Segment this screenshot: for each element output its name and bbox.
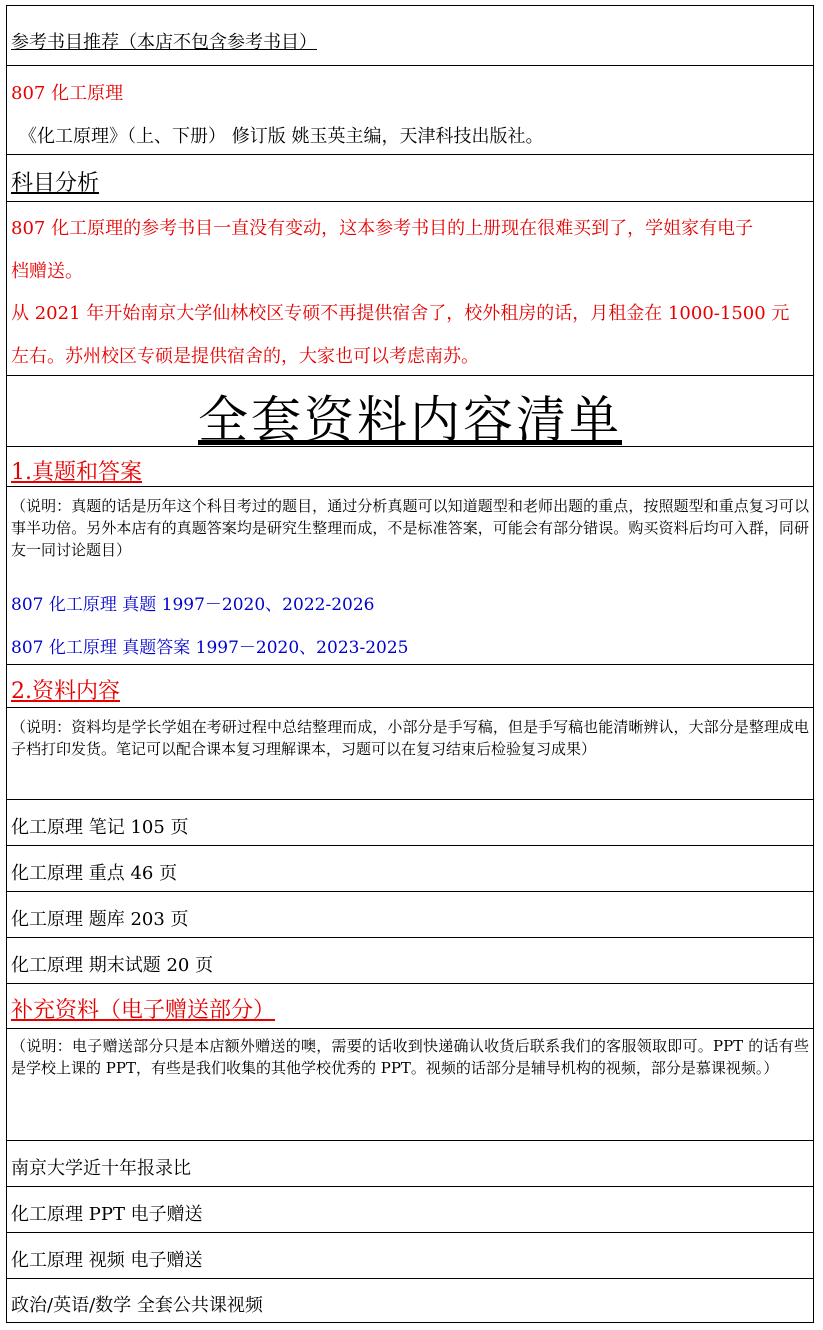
- analysis-row: [7, 202, 813, 376]
- section1-body-row: [7, 487, 813, 665]
- material-row: [7, 892, 813, 938]
- bonus-item: 政治/英语/数学 全套公共课视频: [11, 1295, 263, 1316]
- ref-books-row: [7, 66, 813, 155]
- section2-heading-row: [7, 665, 813, 708]
- analysis-header-row: [7, 155, 813, 202]
- section3-heading: 补充资料（电子赠送部分）: [11, 998, 276, 1023]
- document-sheet: [6, 5, 814, 1323]
- main-title-row: [7, 376, 813, 447]
- bonus-row: [7, 1187, 813, 1233]
- section3-note-row: [7, 1029, 813, 1141]
- ref-books-header: 参考书目推荐（本店不包含参考书目）: [11, 32, 317, 53]
- section1-heading: 1.真题和答案: [11, 460, 142, 485]
- analysis-line: 左右。苏州校区专硕是提供宿舍的，大家也可以考虑南苏。: [11, 346, 479, 367]
- material-item: 化工原理 笔记 105 页: [11, 817, 189, 838]
- section1-item: 807 化工原理 真题 1997－2020、2022-2026: [11, 595, 375, 615]
- section2-heading: 2.资料内容: [11, 679, 120, 704]
- material-row: [7, 846, 813, 892]
- section1-note: （说明：真题的话是历年这个科目考过的题目，通过分析真题可以知道题型和老师出题的重点，按照题型和重点复习可以事半功倍。另外本店有的真题答案均是研究生整理而成，不是标准答案，可能会有部分错误。购买资料后均可入群，同研友一同讨论题目）: [11, 497, 809, 559]
- ref-books-header-row: [7, 5, 813, 66]
- bonus-row: [7, 1279, 813, 1323]
- material-row: [7, 938, 813, 984]
- material-item: 化工原理 期末试题 20 页: [11, 955, 214, 976]
- main-title: 全套资料内容清单: [198, 391, 622, 449]
- analysis-header: 科目分析: [11, 171, 100, 196]
- section2-note: （说明：资料均是学长学姐在考研过程中总结整理而成，小部分是手写稿，但是手写稿也能清晰辨认，大部分是整理成电子档打印发货。笔记可以配合课本复习理解课本，习题可以在复习结束后检验复习成果）: [11, 718, 809, 758]
- bonus-item: 化工原理 视频 电子赠送: [11, 1250, 203, 1271]
- bonus-row: [7, 1233, 813, 1279]
- analysis-line: 档赠送。: [11, 261, 83, 282]
- material-item: 化工原理 重点 46 页: [11, 863, 178, 884]
- section3-heading-row: [7, 984, 813, 1029]
- section1-item: 807 化工原理 真题答案 1997－2020、2023-2025: [11, 638, 409, 658]
- analysis-line: 807 化工原理的参考书目一直没有变动，这本参考书目的上册现在很难买到了，学姐家有电子: [11, 218, 754, 239]
- ref-book-title: 《化工原理》（上、下册） 修订版 姚玉英主编，天津科技出版社。: [19, 126, 544, 147]
- bonus-item: 化工原理 PPT 电子赠送: [11, 1204, 203, 1225]
- section3-note: （说明：电子赠送部分只是本店额外赠送的噢，需要的话收到快递确认收货后联系我们的客服领取即可。PPT 的话有些是学校上课的 PPT，有些是我们收集的其他学校优秀的 PPT。视频的话部分是辅导机构的视频，部分是慕课视频。）: [11, 1037, 809, 1077]
- ref-subject: 807 化工原理: [11, 83, 124, 104]
- material-row: [7, 800, 813, 846]
- analysis-line: 从 2021 年开始南京大学仙林校区专硕不再提供宿舍了，校外租房的话，月租金在 1000-1500 元: [11, 303, 790, 324]
- section2-note-row: [7, 708, 813, 800]
- bonus-row: [7, 1141, 813, 1187]
- section1-heading-row: [7, 447, 813, 487]
- material-item: 化工原理 题库 203 页: [11, 909, 189, 930]
- bonus-item: 南京大学近十年报录比: [11, 1158, 191, 1179]
